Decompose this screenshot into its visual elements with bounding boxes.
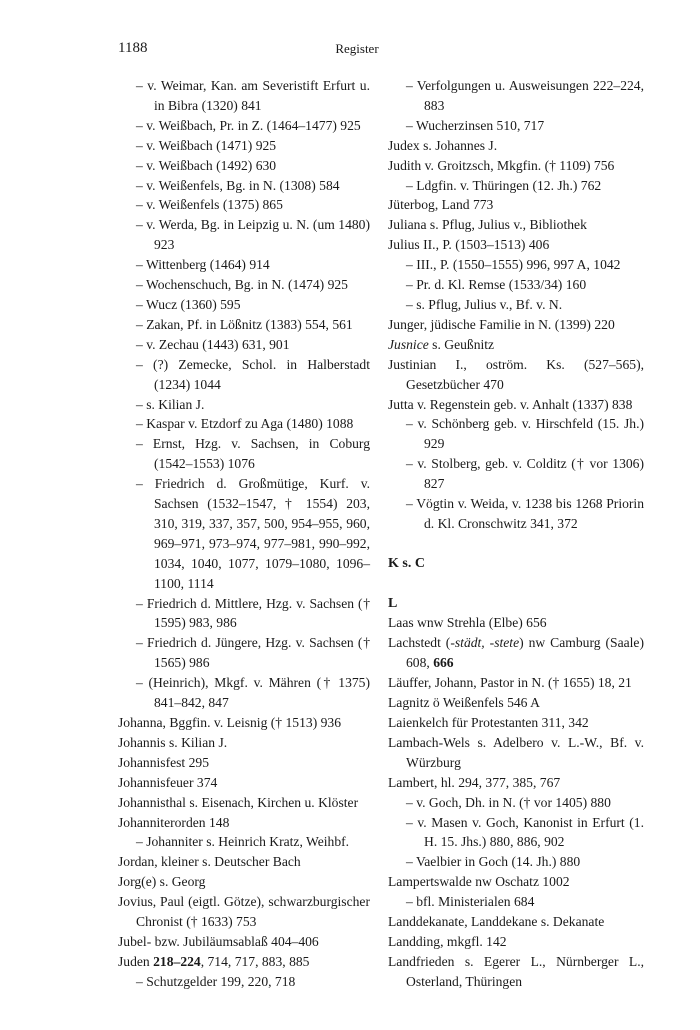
index-entry: Jubel- bzw. Jubiläumsablaß 404–406 (118, 933, 319, 949)
index-entry: Jordan, kleiner s. Deutscher Bach (118, 854, 301, 870)
page-number: 1188 (118, 40, 148, 56)
index-entry: Jüterbog, Land 773 (388, 197, 494, 213)
spacer (388, 534, 644, 554)
index-column-left (118, 76, 370, 992)
index-entry: Lambert, hl. 294, 377, 385, 767 (388, 774, 561, 790)
index-subentry: – Wittenberg (1464) 914 (136, 257, 270, 273)
index-subentry: – bfl. Ministerialen 684 (406, 894, 535, 910)
index-subentry: – Kaspar v. Etzdorf zu Aga (1480) 1088 (136, 416, 354, 432)
index-subentry: – v. Weißbach, Pr. in Z. (1464–1477) 925 (136, 117, 361, 133)
index-subentry: – Friedrich d. Mittlere, Hzg. v. Sachsen († 1595) 983, 986 (136, 595, 370, 631)
running-head: Register (335, 41, 379, 56)
index-subentry: – Vaelbier in Goch (14. Jh.) 880 (406, 854, 581, 870)
index-subentry: – Vögtin v. Weida, v. 1238 bis 1268 Priorin d. Kl. Cronschwitz 341, 372 (406, 496, 644, 531)
index-subentry: – Johanniter s. Heinrich Kratz, Weihbf. (136, 834, 350, 850)
index-subentry: – Pr. d. Kl. Remse (1533/34) 160 (406, 277, 587, 293)
index-entry: Judex s. Johannes J. (388, 137, 498, 153)
index-entry: Landfrieden s. Egerer L., Nürnberger L., Osterland, Thüringen (388, 953, 644, 989)
entry-text-pre: Lachstedt ( (388, 635, 451, 651)
index-subentry: – v. Weißbach (1471) 925 (136, 137, 277, 153)
entry-text-pre: Juden (118, 953, 154, 969)
entry-text-post: , 714, 717, 883, 885 (200, 953, 310, 969)
index-subentry: – Zakan, Pf. in Lößnitz (1383) 554, 561 (136, 316, 353, 332)
entry-text-ital: -städt, -stete (450, 635, 520, 651)
index-entry: Juliana s. Pflug, Julius v., Bibliothek (388, 217, 587, 233)
index-subentry: – s. Kilian J. (136, 396, 205, 412)
index-subentry: – Wucz (1360) 595 (136, 296, 241, 312)
index-column-right (388, 76, 644, 992)
index-entry: Lambach-Wels s. Adelbero v. L.-W., Bf. v. Würzburg (388, 734, 644, 770)
index-entry: Judith v. Groitzsch, Mkgfin. († 1109) 756 (388, 157, 615, 173)
index-subentry: – Ernst, Hzg. v. Sachsen, in Coburg (1542–1553) 1076 (136, 436, 370, 472)
index-entry (388, 335, 644, 355)
section-heading: K s. C (388, 555, 425, 571)
index-entry: Johanniterorden 148 (118, 814, 230, 830)
entry-text-bold: 666 (433, 655, 454, 671)
index-subentry: – v. Schönberg geb. v. Hirschfeld (15. Jh.) 929 (406, 416, 644, 452)
index-subentry: – Friedrich d. Jüngere, Hzg. v. Sachsen († 1565) 986 (136, 635, 370, 671)
index-subentry: – (Heinrich), Mkgf. v. Mähren († 1375) 841–842, 847 (136, 675, 370, 711)
index-subentry: – v. Weimar, Kan. am Severistift Erfurt u. in Bibra (1320) 841 (136, 78, 370, 113)
index-subentry: – v. Stolberg, geb. v. Colditz († vor 1306) 827 (406, 456, 644, 492)
index-subentry: – v. Weißbach (1492) 630 (136, 157, 277, 173)
index-entry: Julius II., P. (1503–1513) 406 (388, 237, 550, 253)
index-entry (388, 633, 644, 673)
index-entry: Johannisfeuer 374 (118, 774, 218, 790)
index-entry: Läuffer, Johann, Pastor in N. († 1655) 18, 21 (388, 675, 632, 691)
index-entry: Laas wnw Strehla (Elbe) 656 (388, 615, 547, 631)
entry-text-ital: Jusnice (388, 336, 429, 352)
index-entry: Laienkelch für Protestanten 311, 342 (388, 714, 589, 730)
index-entry: Landdekanate, Landdekane s. Dekanate (388, 914, 605, 930)
index-entry: Johannis s. Kilian J. (118, 734, 228, 750)
index-subentry: – Friedrich d. Großmütige, Kurf. v. Sachsen (1532–1547, † 1554) 203, 310, 319, 337, 357, 500, 954–955, 960, 969–971, 973–974, 977–981, 990–992, 1034, 1040, 1077, 1079–1080, 1096–1100, 1114 (136, 476, 370, 591)
index-entry (118, 952, 370, 972)
index-subentry: – v. Masen v. Goch, Kanonist in Erfurt (1. H. 15. Jhs.) 880, 886, 902 (406, 814, 644, 850)
entry-text-post: ) nw Camburg (Saale) 608, (406, 635, 644, 671)
index-subentry: – v. Werda, Bg. in Leipzig u. N. (um 1480) 923 (136, 217, 370, 253)
index-subentry: – v. Weißenfels, Bg. in N. (1308) 584 (136, 177, 340, 193)
index-subentry: – v. Goch, Dh. in N. († vor 1405) 880 (406, 794, 611, 810)
index-entry: Jorg(e) s. Georg (118, 874, 206, 890)
index-entry: Landding, mkgfl. 142 (388, 933, 507, 949)
index-subentry: – Wochenschuch, Bg. in N. (1474) 925 (136, 277, 348, 293)
index-entry: Johanna, Bggfin. v. Leisnig († 1513) 936 (118, 715, 342, 730)
index-subentry: – III., P. (1550–1555) 996, 997 A, 1042 (406, 257, 621, 273)
index-subentry: – Schutzgelder 199, 220, 718 (136, 973, 296, 989)
index-entry: Johannisfest 295 (118, 754, 209, 770)
index-entry: Jutta v. Regenstein geb. v. Anhalt (1337) 838 (388, 396, 633, 412)
index-subentry: – (?) Zemecke, Schol. in Halberstadt (1234) 1044 (136, 356, 370, 392)
index-subentry: – Ldgfin. v. Thüringen (12. Jh.) 762 (406, 177, 602, 193)
index-subentry: – v. Weißenfels (1375) 865 (136, 197, 283, 213)
index-entry: Johannisthal s. Eisenach, Kirchen u. Klöster (118, 794, 359, 810)
index-entry: Justinian I., oström. Ks. (527–565), Gesetzbücher 470 (388, 356, 644, 392)
index-subentry: – Verfolgungen u. Ausweisungen 222–224, 883 (406, 78, 644, 113)
index-subentry: – Wucherzinsen 510, 717 (406, 117, 545, 133)
spacer (388, 574, 644, 594)
entry-text-bold: 218–224 (153, 953, 201, 969)
index-entry: Lampertswalde nw Oschatz 1002 (388, 874, 570, 890)
index-entry: Lagnitz ö Weißenfels 546 A (388, 695, 540, 711)
entry-text-post: s. Geußnitz (428, 336, 495, 352)
page-header (118, 40, 596, 60)
index-entry: Jovius, Paul (eigtl. Götze), schwarzburgischer Chronist († 1633) 753 (118, 894, 370, 930)
section-heading: L (388, 595, 398, 611)
index-subentry: – s. Pflug, Julius v., Bf. v. N. (406, 296, 563, 312)
index-entry: Junger, jüdische Familie in N. (1399) 220 (388, 316, 615, 332)
index-subentry: – v. Zechau (1443) 631, 901 (136, 336, 290, 352)
